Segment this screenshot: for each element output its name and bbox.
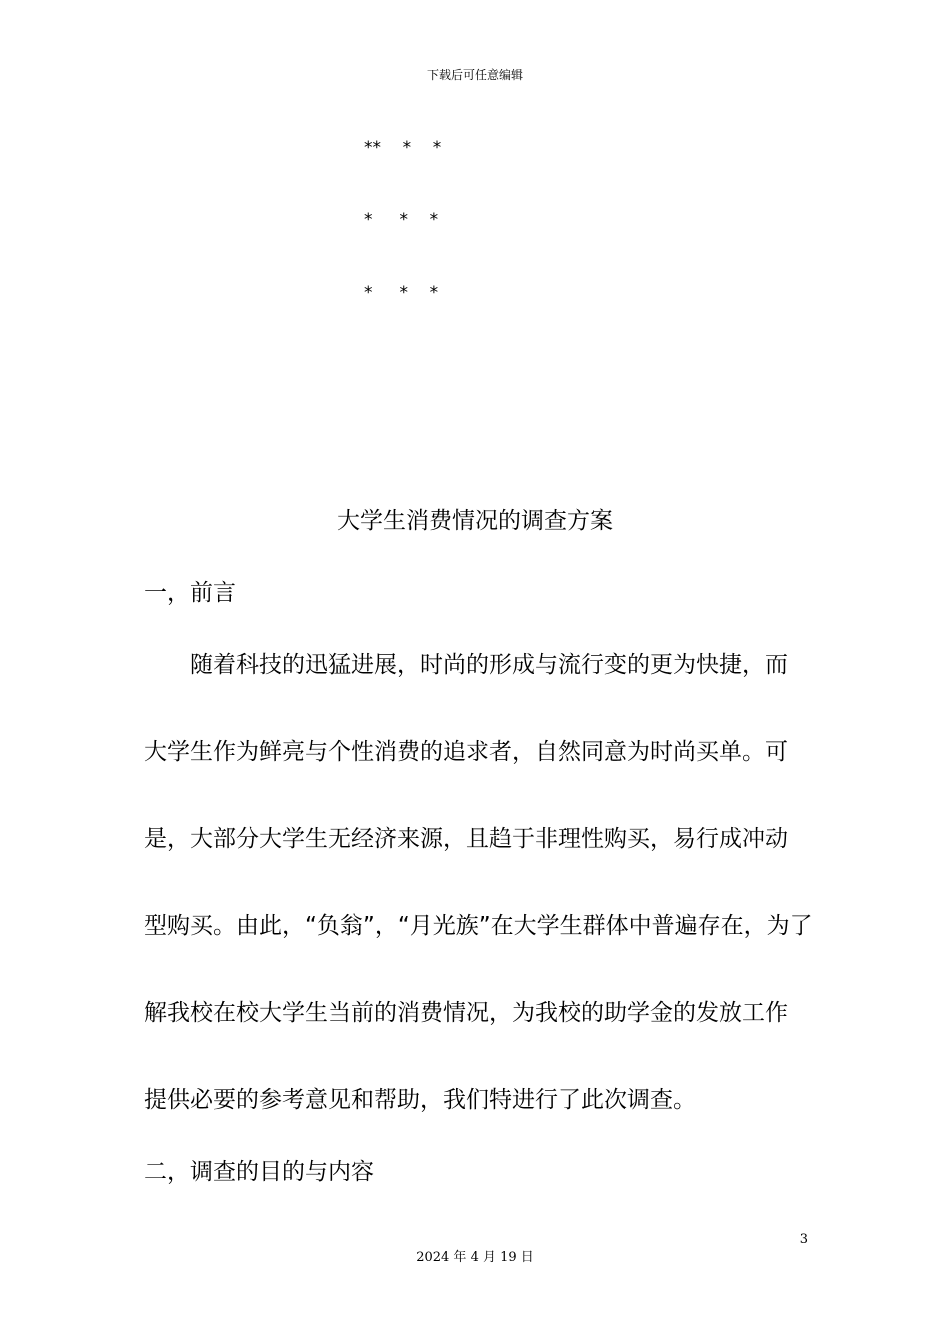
decorative-stars-row-2: * * * (364, 210, 439, 230)
page-header-note: 下载后可任意编辑 (426, 68, 523, 82)
section-heading-purpose: 二，调查的目的与内容 (144, 1159, 374, 1185)
paragraph-line: 大学生作为鲜亮与个性消费的追求者，自然同意为时尚买单。可 (144, 739, 788, 765)
paragraph-line: 是，大部分大学生无经济来源，且趋于非理性购买，易行成冲动 (144, 826, 788, 852)
paragraph-line: 解我校在校大学生当前的消费情况，为我校的助学金的发放工作 (144, 1000, 788, 1026)
paragraph-line: 型购买。由此，“负翁”，“月光族”在大学生群体中普遍存在，为了 (144, 913, 813, 939)
footer-date: 2024 年 4 月 19 日 (416, 1250, 534, 1265)
document-title: 大学生消费情况的调查方案 (337, 508, 613, 534)
section-heading-preface: 一，前言 (144, 580, 236, 606)
paragraph-line: 提供必要的参考意见和帮助，我们特进行了此次调查。 (144, 1087, 696, 1113)
decorative-stars-row-3: * * * (364, 283, 439, 303)
decorative-stars-row-1: ** * * (364, 138, 442, 158)
paragraph-line: 随着科技的迅猛进展，时尚的形成与流行变的更为快捷，而 (190, 652, 788, 678)
page-number: 3 (799, 1232, 808, 1247)
